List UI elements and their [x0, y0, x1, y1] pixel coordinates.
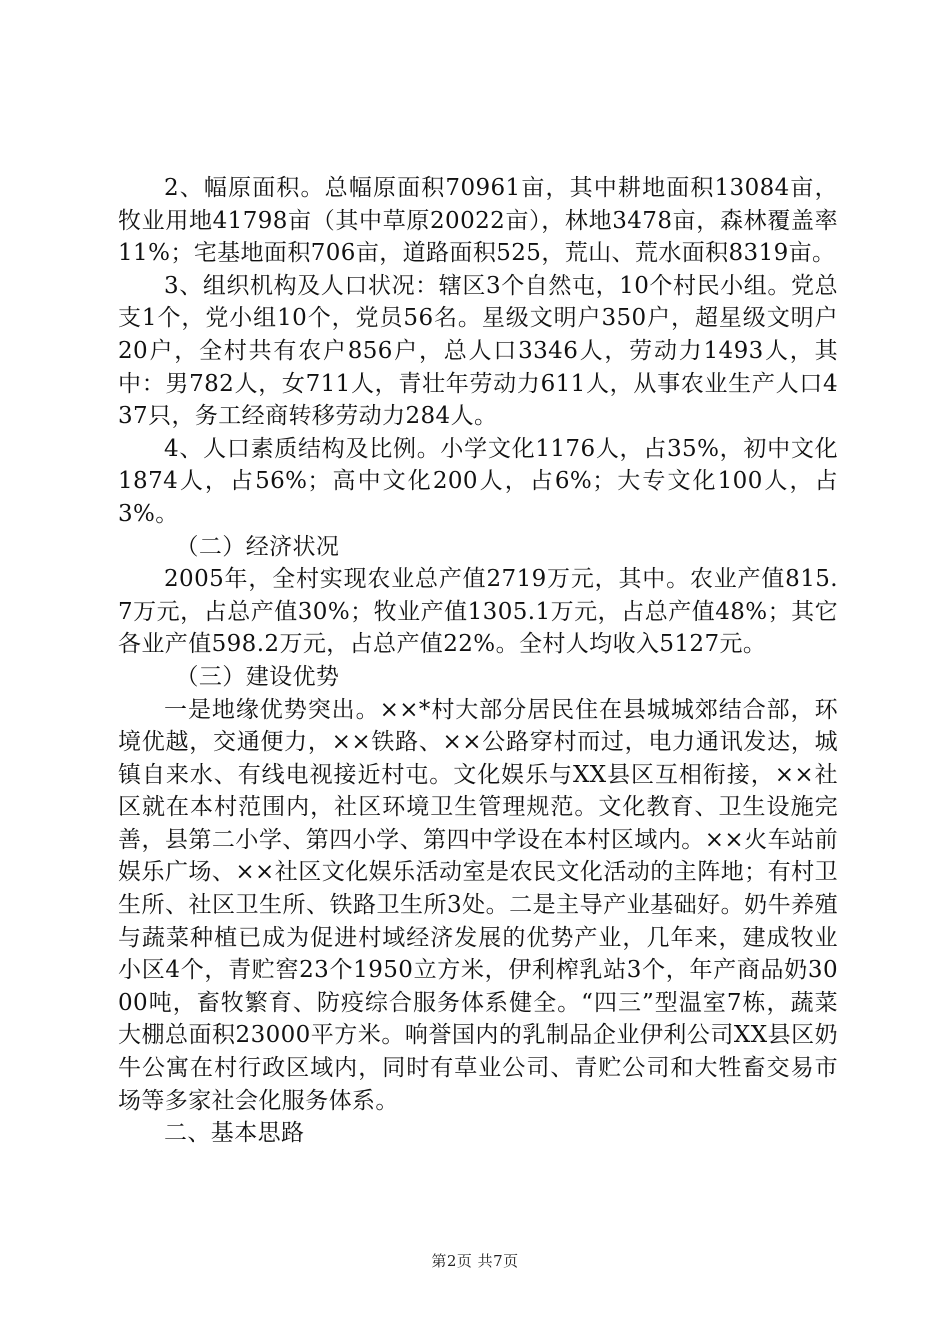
paragraph-advantages: 一是地缘优势突出。××*村大部分居民住在县城城郊结合部，环境优越，交通便力，××铁路、××公路穿村而过，电力通讯发达，城镇自来水、有线电视接近村屯。文化娱乐与XX县区互相衔接，××社区就在本村范围内，社区环境卫生管理规范。文化教育、卫生设施完善，县第二小学、第四小学、第四中学设在本村区域内。××火车站前娱乐广场、××社区文化娱乐活动室是农民文化活动的主阵地；有村卫生所、社区卫生所、铁路卫生所3处。二是主导产业基础好。奶牛养殖与蔬菜种植已成为促进村域经济发展的优势产业，几年来，建成牧业小区4个，青贮窖23个1950立方米，伊利榨乳站3个，年产商品奶3000吨，畜牧繁育、防疫综合服务体系健全。“四三”型温室7栋，蔬菜大棚总面积23000平方米。响誉国内的乳制品企业伊利公司XX县区奶牛公寓在村行政区域内，同时有草业公司、青贮公司和大牲畜交易市场等多家社会化服务体系。: [118, 696, 838, 1114]
heading-economy: （二）经济状况: [175, 533, 340, 560]
heading-advantages: （三）建设优势: [175, 663, 340, 690]
heading-basic-approach: 二、基本思路: [164, 1120, 305, 1147]
paragraph-education-structure: 4、人口素质结构及比例。小学文化1176人，占35%，初中文化1874人，占56%；高中文化200人，占6%；大专文化100人，占3%。: [118, 435, 838, 527]
paragraph-organization-population: 3、组织机构及人口状况：辖区3个自然屯，10个村民小组。党总支1个，党小组10个，党员56名。星级文明户350户，超星级文明户20户，全村共有农户856户，总人口3346人，劳动力1493人，其中：男782人，女711人，青壮年劳动力611人，从事农业生产人口437只，务工经商转移劳动力284人。: [118, 272, 838, 430]
paragraph-land-area: 2、幅原面积。总幅原面积70961亩，其中耕地面积13084亩，牧业用地41798亩（其中草原20022亩），林地3478亩，森林覆盖率11%；宅基地面积706亩，道路面积525，荒山、荒水面积8319亩。: [118, 175, 838, 267]
page-footer: 第2页 共7页: [431, 1252, 519, 1270]
document-body: [118, 172, 838, 1150]
paragraph-economy: 2005年，全村实现农业总产值2719万元，其中。农业产值815.7万元，占总产值30%；牧业产值1305.1万元，占总产值48%；其它各业产值598.2万元，占总产值22%。全村人均收入5127元。: [118, 566, 838, 658]
